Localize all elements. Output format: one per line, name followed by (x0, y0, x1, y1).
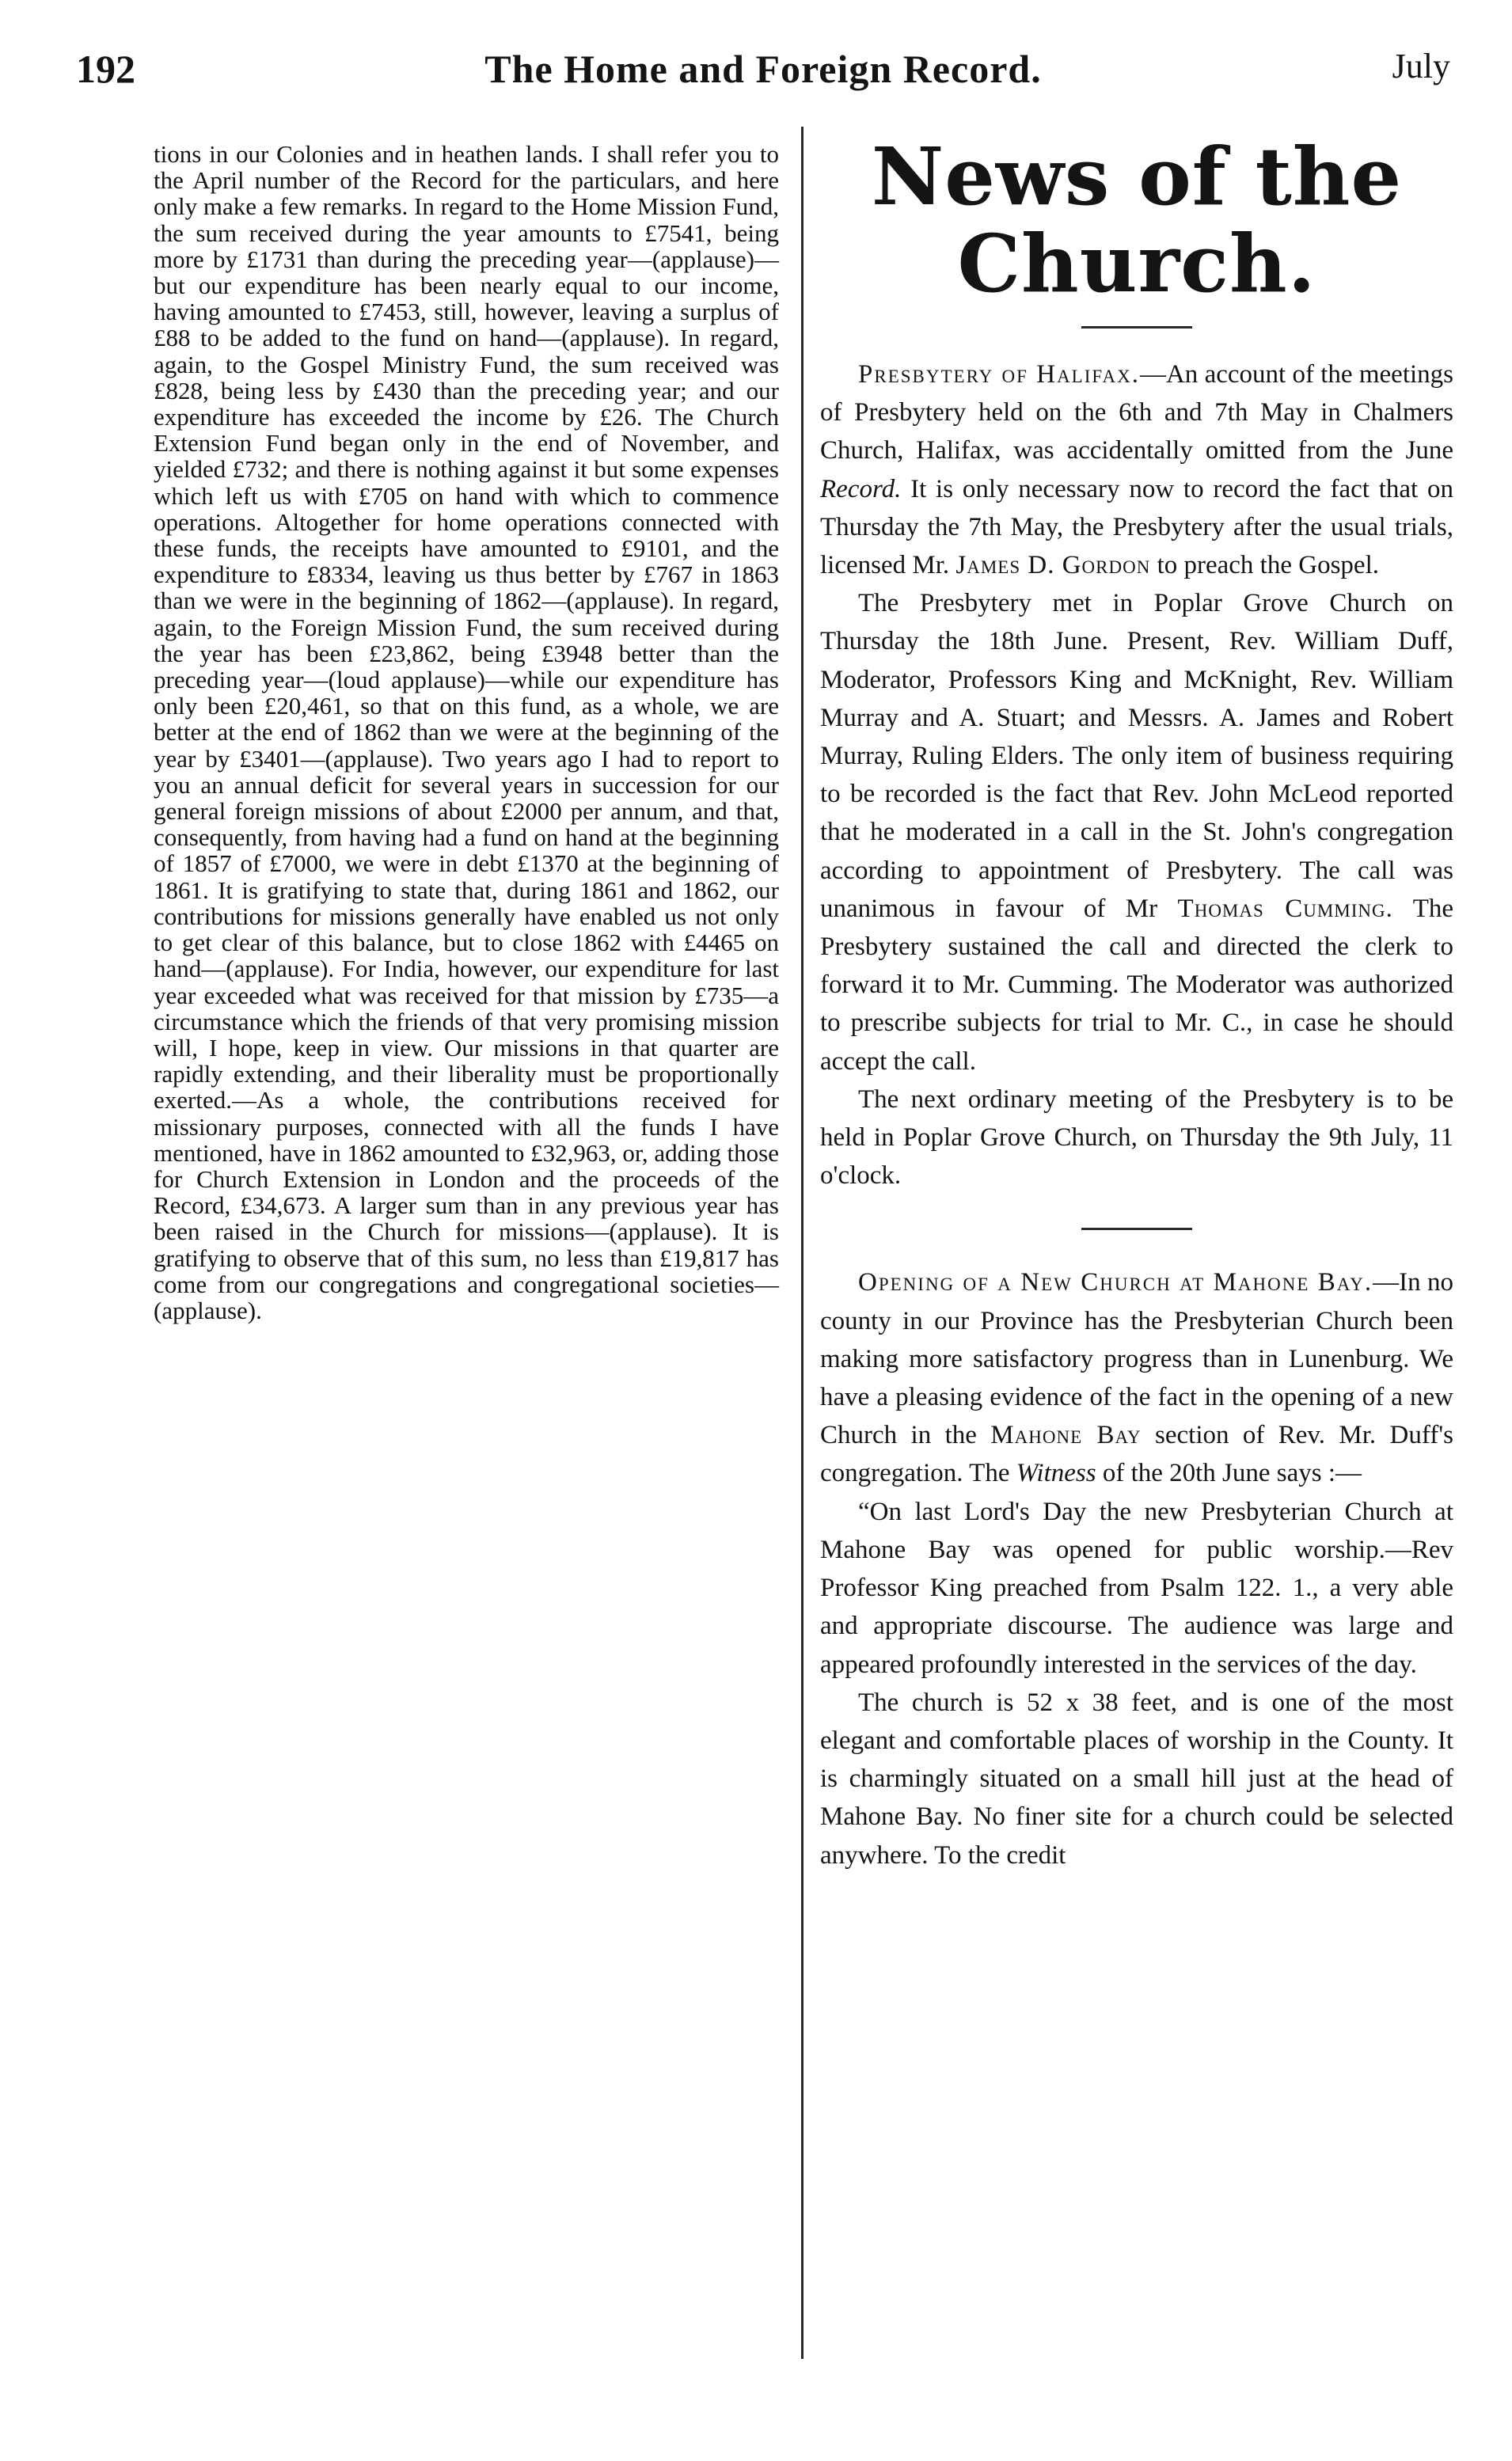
page-number: 192 (76, 47, 135, 91)
issue-month: July (1392, 47, 1450, 85)
halifax-heading: Presbytery of Halifax. (858, 360, 1140, 389)
right-column (820, 130, 1454, 1874)
record-ref: Record. (820, 474, 902, 503)
page-header (76, 46, 1450, 109)
section-title: News of the Church. (871, 130, 1403, 310)
quote-paragraph-1: “On last Lord's Day the new Presbyterian Church at Mahone Bay was opened for public worship.—Rev Professor King preached from Psalm 122. 1., a very able and appropriate discourse. The audience was large and appeared profoundly interested in the services of the day. (820, 1497, 1453, 1679)
witness-ref: Witness (1016, 1459, 1096, 1488)
report-paragraph: tions in our Colonies and in heathen lands. I shall refer you to the April number of the Record for the particulars, and here only make a few remarks. In regard to the Home Mission Fund, the sum received during the year amounts to £7541, being more by £1731 than during the preceding year—(applause)—but our expenditure has been nearly equal to our income, having amounted to £7453, still, however, leaving a surplus of £88 to be added to the fund on hand—(applause). In regard, again, to the Gospel Ministry Fund, the sum received was £828, being less by £430 than the preceding year; and our expenditure has exceeded the income by £26. The Church Extension Fund began only in the end of November, and yielded £732; and there is nothing against it but some expenses which left us with £705 on hand with which to commence operations. Altogether for home operations connected with these funds, the receipts have amounted to £9101, and the expenditure to £8334, leaving us thus better by £767 in 1863 than we were in the beginning of 1862—(applause). In regard, again, to the Foreign Mission Fund, the sum received during the year has been £23,862, being £3948 better than the preceding year—(loud applause)—while our expenditure has only been £20,461, so that on this fund, as a whole, we are better at the end of 1862 than we were at the beginning of the year by £3401—(applause). Two years ago I had to report to you an annual deficit for several years in succession for our general foreign missions of about £2000 per annum, and that, consequently, from having had a fund on hand at the beginning of 1857 of £7000, we were in debt £1370 at the beginning of 1861. It is gratifying to state that, during 1861 and 1862, our contributions for missions generally have enabled us not only to get clear of this balance, but to close 1862 with £4465 on hand—(applause). For India, however, our expenditure for last year exceeded what was received for that mission by £735—a circumstance which the friends of that very promising mission will, I hope, keep in view. Our missions in that quarter are rapidly extending, and their liberality must be proportionally exerted.—As a whole, the contributions received for missionary purposes, connected with all the funds I have mentioned, have in 1862 amounted to £32,963, or, adding those for Church Extension in London and the proceeds of the Record, £34,673. A larger sum than in any previous year has been raised in the Church for missions—(applause). It is gratifying to observe that of this sum, no less than £19,817 has come from our congregations and congregational societies—(applause). (154, 140, 779, 1324)
mahone-heading: Opening of a New Church at Mahone Bay. (858, 1268, 1373, 1297)
mahone-paragraph-1: Opening of a New Church at Mahone Bay.—In no county in our Province has the Presbyterian Church been making more satisfactory progress than in Lunenburg. We have a pleasing evidence of the fact in the opening of a new Church in the Mahone Bay section of Rev. Mr. Duff's congregation. The Witness of the 20th June says :— (820, 1268, 1454, 1488)
column-divider (801, 127, 803, 2359)
halifax-paragraph-3: The next ordinary meeting of the Presbytery is to be held in Poplar Grove Church, on Thursday the 9th July, 11 o'clock. (820, 1084, 1453, 1191)
article-divider (1081, 1228, 1192, 1230)
running-title: The Home and Foreign Record. (484, 47, 1042, 91)
quote-paragraph-2: The church is 52 x 38 feet, and is one of the most elegant and comfortable places of worship in the County. It is charmingly situated on a small hill just at the head of Mahone Bay. No finer site for a church could be selected anywhere. To the credit (820, 1688, 1453, 1870)
left-column (154, 141, 779, 1324)
halifax-paragraph-2: The Presbytery met in Poplar Grove Church on Thursday the 18th June. Present, Rev. William Duff, Moderator, Professors King and McKnight, Rev. William Murray and A. Stuart; and Messrs. A. James and Robert Murray, Ruling Elders. The only item of business requiring to be recorded is the fact that Rev. John McLeod reported that he moderated in a call in the St. John's congregation according to appointment of Presbytery. The call was unanimous in favour of Mr Thomas Cumming. The Presbytery sustained the call and directed the clerk to forward it to Mr. Cumming. The Moderator was authorized to prescribe subjects for trial to Mr. C., in case he should accept the call. (820, 589, 1453, 1076)
halifax-paragraph-1: Presbytery of Halifax.—An account of the meetings of Presbytery held on the 6th and 7th May in Chalmers Church, Halifax, was accidentally omitted from the June Record. It is only necessary now to record the fact that on Thursday the 7th May, the Presbytery after the usual trials, licensed Mr. James D. Gordon to preach the Gospel. (820, 360, 1454, 580)
place-name: Mahone Bay (990, 1421, 1142, 1450)
licensee-name: James D. Gordon (955, 551, 1151, 580)
called-minister-name: Thomas Cumming. (1177, 894, 1393, 923)
title-rule (1081, 326, 1192, 329)
